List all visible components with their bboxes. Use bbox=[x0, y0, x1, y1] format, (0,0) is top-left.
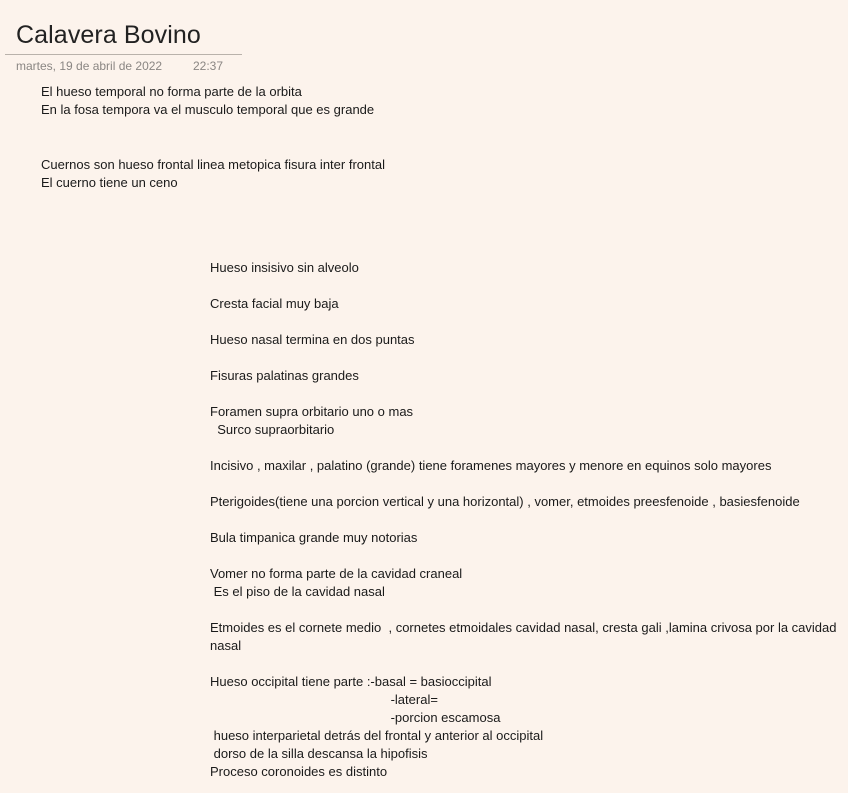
note-line: En la fosa tempora va el musculo temporal que es grande bbox=[41, 102, 375, 117]
blank-line bbox=[210, 601, 842, 619]
note-line: Hueso occipital tiene parte :-basal = basioccipital bbox=[210, 674, 492, 689]
note-line: -lateral= bbox=[210, 692, 438, 707]
note-line: Cresta facial muy baja bbox=[210, 296, 339, 311]
blank-line bbox=[210, 277, 842, 295]
note-block-huesos[interactable] bbox=[210, 259, 842, 781]
note-line: El cuerno tiene un ceno bbox=[41, 175, 178, 190]
note-line: Proceso coronoides es distinto bbox=[210, 764, 388, 779]
note-line: Fisuras palatinas grandes bbox=[210, 368, 359, 383]
blank-line bbox=[210, 475, 842, 493]
blank-line bbox=[210, 511, 842, 529]
note-line: Hueso nasal termina en dos puntas bbox=[210, 332, 415, 347]
blank-line bbox=[210, 385, 842, 403]
note-line: dorso de la silla descansa la hipofisis bbox=[210, 746, 428, 761]
note-line: Incisivo , maxilar , palatino (grande) tiene foramenes mayores y menore en equinos solo mayores bbox=[210, 458, 772, 473]
note-line: hueso interparietal detrás del frontal y anterior al occipital bbox=[210, 728, 544, 743]
blank-line bbox=[210, 547, 842, 565]
blank-line bbox=[210, 349, 842, 367]
note-line: Es el piso de la cavidad nasal bbox=[210, 584, 385, 599]
blank-line bbox=[210, 655, 842, 673]
note-line: Surco supraorbitario bbox=[210, 422, 335, 437]
page-time: 22:37 bbox=[193, 59, 224, 73]
note-line: Hueso insisivo sin alveolo bbox=[210, 260, 359, 275]
page-title[interactable]: Calavera Bovino bbox=[16, 21, 201, 49]
note-line: -porcion escamosa bbox=[210, 710, 501, 725]
note-line: Etmoides es el cornete medio , cornetes etmoidales cavidad nasal, cresta gali ,lamina crivosa por la cavidad nasal bbox=[210, 620, 841, 653]
page-date: martes, 19 de abril de 2022 bbox=[16, 59, 163, 73]
note-block-cuernos[interactable] bbox=[41, 156, 385, 192]
note-block-temporal[interactable] bbox=[41, 83, 374, 119]
note-line: El hueso temporal no forma parte de la orbita bbox=[41, 84, 302, 99]
title-divider bbox=[5, 54, 242, 55]
blank-line bbox=[210, 439, 842, 457]
note-line: Cuernos son hueso frontal linea metopica fisura inter frontal bbox=[41, 157, 385, 172]
note-line: Foramen supra orbitario uno o mas bbox=[210, 404, 414, 419]
note-line: Pterigoides(tiene una porcion vertical y una horizontal) , vomer, etmoides preesfenoide , basiesfenoide bbox=[210, 494, 800, 509]
note-line: Bula timpanica grande muy notorias bbox=[210, 530, 418, 545]
blank-line bbox=[210, 313, 842, 331]
note-line: Vomer no forma parte de la cavidad craneal bbox=[210, 566, 463, 581]
